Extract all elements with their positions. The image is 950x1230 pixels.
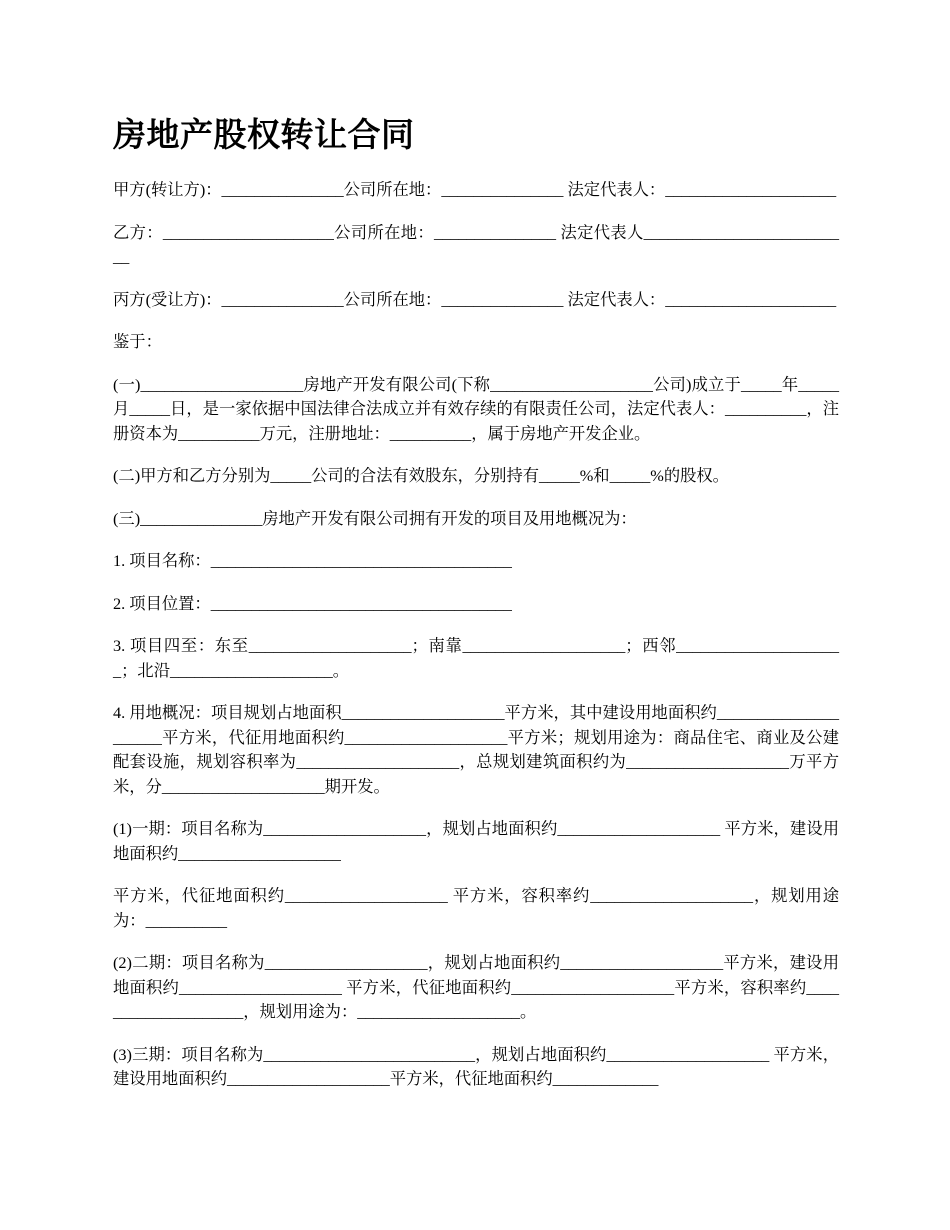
contract-page (113, 108, 839, 1110)
party-b-line: 乙方：_____________________公司所在地：_______________ 法定代表人__________________________ (113, 222, 839, 266)
phase-2-item: (2)二期：项目名称为____________________，规划占地面积约____________________平方米，建设用地面积约____________________ 平方米，代征地面积约____________________平方米，容积率约____________________，规划用途为：____________________。 (113, 953, 839, 1021)
party-a-line: 甲方(转让方)：_______________公司所在地：_______________ 法定代表人：_____________________ (113, 180, 837, 199)
recital-3: (三)_______________房地产开发有限公司拥有开发的项目及用地概况为： (113, 508, 637, 528)
whereas-heading: 鉴于： (113, 332, 162, 351)
project-location-item: 2. 项目位置：_____________________________________ (113, 593, 512, 613)
land-overview-item: 4. 用地概况：项目规划占地面积____________________平方米，其中建设用地面积约_____________________平方米，代征用地面积约____________________平方米；规划用途为：商品住宅、商业及公建配套设施，规划容积率为____________________，总规划建筑面积约为____________________万平方米，分____________________期开发。 (113, 703, 839, 796)
phase-1-item: (1)一期：项目名称为____________________，规划占地面积约____________________ 平方米，建设用地面积约____________________ (113, 819, 839, 863)
phase-1-continued: 平方米，代征地面积约____________________ 平方米，容积率约____________________，规划用途为：__________ (113, 886, 839, 930)
party-c-line: 丙方(受让方)：_______________公司所在地：_______________ 法定代表人：_____________________ (113, 289, 837, 309)
document-title: 房地产股权转让合同 (113, 118, 415, 154)
project-name-item: 1. 项目名称：_____________________________________ (113, 551, 512, 570)
recital-2: (二)甲方和乙方分别为_____公司的合法有效股东，分别持有_____%和_____%的股权。 (113, 466, 729, 485)
phase-3-item: (3)三期：项目名称为__________________________，规划占地面积约____________________ 平方米，建设用地面积约____________________平方米，代征地面积约_____________ (113, 1044, 839, 1088)
project-boundaries-item: 3. 项目四至：东至____________________；南靠____________________；西邻_____________________；北沿____________________。 (113, 636, 839, 680)
recital-1: (一)____________________房地产开发有限公司(下称____________________公司)成立于_____年_____月_____日，是一家依据中国法律合法成立并有效存续的有限责任公司，法定代表人：__________，注册资本为__________万元，注册地址：__________，属于房地产开发企业。 (113, 374, 839, 443)
